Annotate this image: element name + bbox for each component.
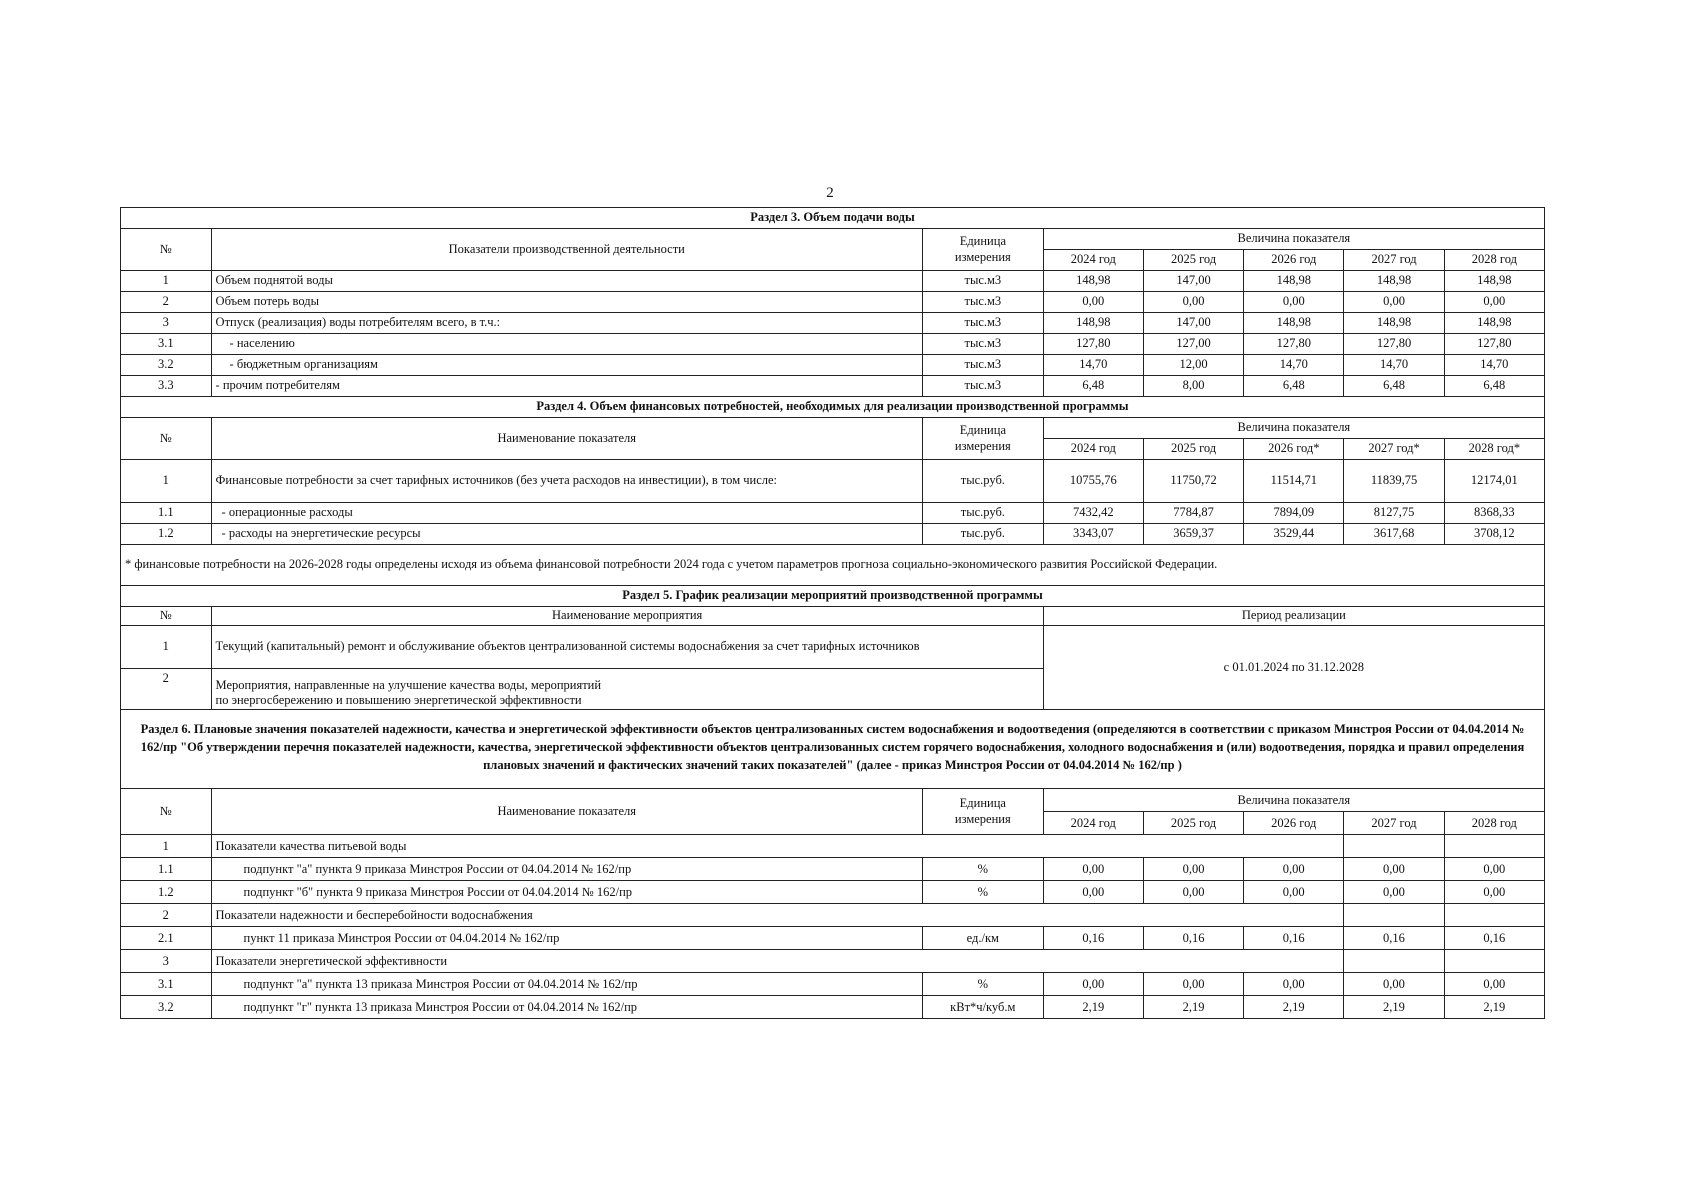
- col-name-header: Наименование мероприятия: [211, 607, 1043, 626]
- empty-cell: [1444, 904, 1544, 927]
- value-cell: 148,98: [1444, 271, 1544, 292]
- col-unit-header: Единица измерения: [922, 229, 1043, 271]
- value-cell: 2,19: [1444, 996, 1544, 1019]
- col-unit-header: Единица измерения: [922, 789, 1043, 835]
- value-cell: 0,00: [1244, 881, 1344, 904]
- value-cell: 0,16: [1444, 927, 1544, 950]
- section5-title: Раздел 5. График реализации мероприятий производственной программы: [121, 586, 1545, 607]
- value-cell: 0,16: [1344, 927, 1444, 950]
- year-header: 2027 год*: [1344, 439, 1444, 460]
- section5-table: [120, 585, 1545, 710]
- group-name: Показатели качества питьевой воды: [211, 835, 1344, 858]
- table-row: [121, 376, 1545, 397]
- table-row: [121, 858, 1545, 881]
- row-num: 2.1: [121, 927, 212, 950]
- value-cell: 2,19: [1043, 996, 1143, 1019]
- value-cell: 127,80: [1344, 334, 1444, 355]
- page-number: 2: [826, 185, 834, 201]
- empty-cell: [1344, 950, 1444, 973]
- value-cell: 3617,68: [1344, 524, 1444, 545]
- col-unit-header: Единица измерения: [922, 418, 1043, 460]
- value-cell: 0,00: [1043, 292, 1143, 313]
- value-cell: 3659,37: [1143, 524, 1243, 545]
- row-unit: тыс.м3: [922, 313, 1043, 334]
- group-name: Показатели надежности и бесперебойности водоснабжения: [211, 904, 1344, 927]
- row-num: 3: [121, 313, 212, 334]
- value-cell: 148,98: [1244, 271, 1344, 292]
- value-cell: 0,00: [1344, 858, 1444, 881]
- value-cell: 7432,42: [1043, 503, 1143, 524]
- value-cell: 0,00: [1043, 973, 1143, 996]
- row-unit: кВт*ч/куб.м: [922, 996, 1043, 1019]
- row-name: Текущий (капитальный) ремонт и обслуживание объектов централизованной системы водоснабжения за счет тарифных источников: [211, 626, 1043, 669]
- table-row: [121, 996, 1545, 1019]
- table-row: [121, 524, 1545, 545]
- footnote: * финансовые потребности на 2026-2028 годы определены исходя из объема финансовой потребности 2024 года с учетом параметров прогноза социально-экономического развития Российской Федерации.: [121, 545, 1545, 586]
- col-num-header: №: [121, 789, 212, 835]
- year-header: 2026 год*: [1244, 439, 1344, 460]
- value-cell: 12174,01: [1444, 460, 1544, 503]
- row-num: 3.1: [121, 334, 212, 355]
- section4-title: Раздел 4. Объем финансовых потребностей, необходимых для реализации производственной программы: [121, 397, 1545, 418]
- document-sheet: [120, 207, 1545, 1019]
- row-name: - бюджетным организациям: [211, 355, 922, 376]
- value-cell: 2,19: [1244, 996, 1344, 1019]
- row-num: 1.1: [121, 858, 212, 881]
- table-row: [121, 503, 1545, 524]
- section3-title: Раздел 3. Объем подачи воды: [121, 208, 1545, 229]
- empty-cell: [1344, 904, 1444, 927]
- row-num: 1.1: [121, 503, 212, 524]
- row-unit: тыс.м3: [922, 376, 1043, 397]
- table-row: [121, 334, 1545, 355]
- value-cell: 0,00: [1344, 973, 1444, 996]
- year-header: 2025 год: [1143, 250, 1243, 271]
- year-header: 2025 год: [1143, 812, 1243, 835]
- row-name: Объем потерь воды: [211, 292, 922, 313]
- col-value-header: Величина показателя: [1043, 789, 1544, 812]
- row-num: 1: [121, 460, 212, 503]
- section4-table: [120, 396, 1545, 586]
- value-cell: 0,16: [1043, 927, 1143, 950]
- row-name: - операционные расходы: [211, 503, 922, 524]
- value-cell: 3343,07: [1043, 524, 1143, 545]
- table-row: [121, 927, 1545, 950]
- value-cell: 148,98: [1043, 271, 1143, 292]
- value-cell: 6,48: [1043, 376, 1143, 397]
- row-name: Объем поднятой воды: [211, 271, 922, 292]
- col-name-header: Наименование показателя: [211, 418, 922, 460]
- year-header: 2026 год: [1244, 250, 1344, 271]
- value-cell: 127,00: [1143, 334, 1243, 355]
- col-num-header: №: [121, 418, 212, 460]
- empty-cell: [1444, 950, 1544, 973]
- year-header: 2028 год: [1444, 250, 1544, 271]
- row-unit: тыс.м3: [922, 292, 1043, 313]
- row-unit: %: [922, 858, 1043, 881]
- row-num: 2: [121, 669, 212, 710]
- table-row: [121, 292, 1545, 313]
- value-cell: 147,00: [1143, 271, 1243, 292]
- row-num: 3.1: [121, 973, 212, 996]
- row-name: подпункт "а" пункта 9 приказа Минстроя России от 04.04.2014 № 162/пр: [211, 858, 922, 881]
- col-value-header: Величина показателя: [1043, 229, 1544, 250]
- row-num: 1.2: [121, 524, 212, 545]
- value-cell: 6,48: [1344, 376, 1444, 397]
- row-unit: ед./км: [922, 927, 1043, 950]
- year-header: 2024 год: [1043, 812, 1143, 835]
- value-cell: 3529,44: [1244, 524, 1344, 545]
- section6-table: [120, 709, 1545, 1019]
- group-num: 2: [121, 904, 212, 927]
- value-cell: 0,00: [1143, 881, 1243, 904]
- value-cell: 10755,76: [1043, 460, 1143, 503]
- value-cell: 0,00: [1444, 973, 1544, 996]
- value-cell: 11514,71: [1244, 460, 1344, 503]
- value-cell: 0,00: [1244, 292, 1344, 313]
- row-num: 3.2: [121, 996, 212, 1019]
- table-row: [121, 973, 1545, 996]
- value-cell: 7894,09: [1244, 503, 1344, 524]
- value-cell: 2,19: [1143, 996, 1243, 1019]
- year-header: 2025 год: [1143, 439, 1243, 460]
- row-name: подпункт "б" пункта 9 приказа Минстроя России от 04.04.2014 № 162/пр: [211, 881, 922, 904]
- value-cell: 148,98: [1043, 313, 1143, 334]
- row-unit: тыс.м3: [922, 355, 1043, 376]
- row-num: 1: [121, 271, 212, 292]
- col-period-header: Период реализации: [1043, 607, 1544, 626]
- value-cell: 0,00: [1444, 881, 1544, 904]
- table-row: [121, 355, 1545, 376]
- value-cell: 0,00: [1444, 858, 1544, 881]
- value-cell: 8,00: [1143, 376, 1243, 397]
- value-cell: 0,00: [1043, 881, 1143, 904]
- col-name-header: Показатели производственной деятельности: [211, 229, 922, 271]
- year-header: 2028 год*: [1444, 439, 1544, 460]
- value-cell: 6,48: [1244, 376, 1344, 397]
- value-cell: 8127,75: [1344, 503, 1444, 524]
- row-name: подпункт "г" пункта 13 приказа Минстроя России от 04.04.2014 № 162/пр: [211, 996, 922, 1019]
- row-num: 1.2: [121, 881, 212, 904]
- value-cell: 147,00: [1143, 313, 1243, 334]
- value-cell: 8368,33: [1444, 503, 1544, 524]
- value-cell: 0,00: [1344, 292, 1444, 313]
- value-cell: 11750,72: [1143, 460, 1243, 503]
- value-cell: 0,00: [1244, 973, 1344, 996]
- value-cell: 6,48: [1444, 376, 1544, 397]
- value-cell: 14,70: [1244, 355, 1344, 376]
- value-cell: 0,16: [1244, 927, 1344, 950]
- value-cell: 7784,87: [1143, 503, 1243, 524]
- value-cell: 148,98: [1344, 313, 1444, 334]
- row-name: Отпуск (реализация) воды потребителям всего, в т.ч.:: [211, 313, 922, 334]
- value-cell: 0,00: [1244, 858, 1344, 881]
- row-unit: %: [922, 973, 1043, 996]
- value-cell: 14,70: [1344, 355, 1444, 376]
- value-cell: 12,00: [1143, 355, 1243, 376]
- value-cell: 0,00: [1143, 973, 1243, 996]
- col-num-header: №: [121, 229, 212, 271]
- group-num: 3: [121, 950, 212, 973]
- row-unit: тыс.руб.: [922, 524, 1043, 545]
- col-value-header: Величина показателя: [1043, 418, 1544, 439]
- value-cell: 0,00: [1143, 858, 1243, 881]
- row-name: пункт 11 приказа Минстроя России от 04.04.2014 № 162/пр: [211, 927, 922, 950]
- group-row: [121, 950, 1545, 973]
- table-row: [121, 626, 1545, 669]
- col-name-header: Наименование показателя: [211, 789, 922, 835]
- row-num: 3.3: [121, 376, 212, 397]
- value-cell: 0,00: [1143, 292, 1243, 313]
- row-name: - населению: [211, 334, 922, 355]
- col-num-header: №: [121, 607, 212, 626]
- value-cell: 148,98: [1444, 313, 1544, 334]
- year-header: 2024 год: [1043, 250, 1143, 271]
- year-header: 2026 год: [1244, 812, 1344, 835]
- value-cell: 3708,12: [1444, 524, 1544, 545]
- period-cell: с 01.01.2024 по 31.12.2028: [1043, 626, 1544, 710]
- row-num: 1: [121, 626, 212, 669]
- value-cell: 127,80: [1444, 334, 1544, 355]
- row-name: - прочим потребителям: [211, 376, 922, 397]
- table-row: [121, 881, 1545, 904]
- row-num: 3.2: [121, 355, 212, 376]
- value-cell: 148,98: [1244, 313, 1344, 334]
- group-row: [121, 904, 1545, 927]
- row-unit: тыс.руб.: [922, 503, 1043, 524]
- table-row: [121, 271, 1545, 292]
- row-name: - расходы на энергетические ресурсы: [211, 524, 922, 545]
- row-name: Мероприятия, направленные на улучшение качества воды, мероприятий по энергосбережению и повышению энергетической эффективности: [211, 669, 1043, 710]
- value-cell: 14,70: [1043, 355, 1143, 376]
- empty-cell: [1444, 835, 1544, 858]
- value-cell: 0,00: [1444, 292, 1544, 313]
- empty-cell: [1344, 835, 1444, 858]
- value-cell: 0,00: [1043, 858, 1143, 881]
- table-row: [121, 460, 1545, 503]
- value-cell: 0,00: [1344, 881, 1444, 904]
- row-unit: тыс.м3: [922, 271, 1043, 292]
- group-num: 1: [121, 835, 212, 858]
- year-header: 2027 год: [1344, 812, 1444, 835]
- value-cell: 0,16: [1143, 927, 1243, 950]
- row-unit: тыс.м3: [922, 334, 1043, 355]
- section3-table: [120, 207, 1545, 397]
- year-header: 2027 год: [1344, 250, 1444, 271]
- row-num: 2: [121, 292, 212, 313]
- row-unit: %: [922, 881, 1043, 904]
- section6-title: Раздел 6. Плановые значения показателей надежности, качества и энергетической эффективности объектов централизованных систем водоснабжения и водоотведения (определяются в соответствии с приказом Минстроя России от 04.04.2014 № 162/пр "Об утверждении перечня показателей надежности, качества, энергетической эффективности объектов централизованных систем горячего водоснабжения, холодного водоснабжения и (или) водоотведения, порядка и правил определения плановых значений и фактических значений таких показателей" (далее - приказ Минстроя России от 04.04.2014 № 162/пр ): [121, 710, 1545, 789]
- value-cell: 11839,75: [1344, 460, 1444, 503]
- value-cell: 14,70: [1444, 355, 1544, 376]
- value-cell: 148,98: [1344, 271, 1444, 292]
- group-row: [121, 835, 1545, 858]
- value-cell: 127,80: [1043, 334, 1143, 355]
- table-row: [121, 313, 1545, 334]
- year-header: 2028 год: [1444, 812, 1544, 835]
- value-cell: 2,19: [1344, 996, 1444, 1019]
- row-name: Финансовые потребности за счет тарифных источников (без учета расходов на инвестиции), в том числе:: [211, 460, 922, 503]
- value-cell: 127,80: [1244, 334, 1344, 355]
- group-name: Показатели энергетической эффективности: [211, 950, 1344, 973]
- row-unit: тыс.руб.: [922, 460, 1043, 503]
- year-header: 2024 год: [1043, 439, 1143, 460]
- row-name: подпункт "а" пункта 13 приказа Минстроя России от 04.04.2014 № 162/пр: [211, 973, 922, 996]
